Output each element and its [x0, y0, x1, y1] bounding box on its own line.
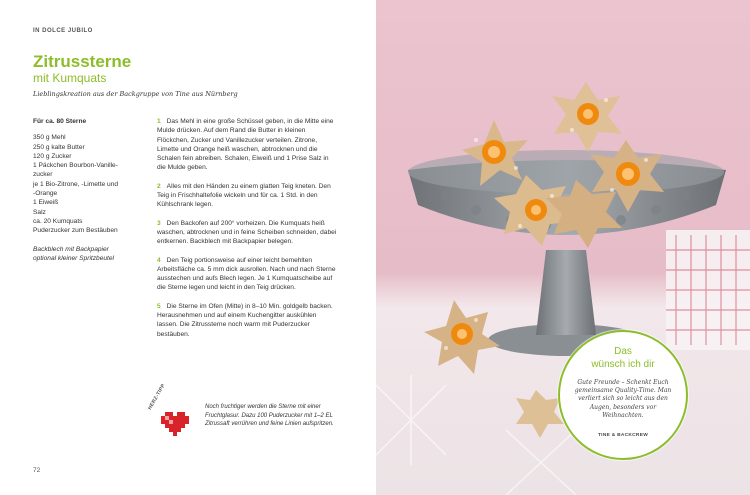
step-number: 1: [157, 118, 161, 125]
ingredient-line: je 1 Bio-Zitrone, -Limette und: [33, 180, 119, 188]
equipment-note: [33, 245, 143, 264]
equipment-line: Backblech mit Backpapier: [33, 245, 109, 253]
step-text: Den Backofen auf 200° vorheizen. Die Kumquats heiß waschen, abtrocknen und in feine Scheiben schneiden, dabei entkernen. Backblech mit Backpapier belegen.: [157, 219, 337, 246]
ingredient-line: 250 g kalte Butter: [33, 143, 85, 151]
ingredient-line: Salz: [33, 208, 46, 216]
pixel-heart-icon: [155, 404, 191, 440]
step-text: Das Mehl in eine große Schüssel geben, in die Mitte eine Mulde drücken. Auf dem Rand die Butter in kleinen Flöckchen, Zucker und Vanillezucker verteilen. Zitrone, Limette und Orange heiß waschen, abtrocknen und die Schalen fein abreiben. Schalen, Eiweiß und 1 Prise Salz in die Mulde geben.: [157, 118, 334, 172]
ingredients-heading: Für ca. 80 Sterne: [33, 118, 87, 125]
ingredient-line: -Orange: [33, 190, 58, 198]
callout-signature: TINE & BACKCREW: [597, 433, 649, 438]
equipment-line: optional kleiner Spritzbeutel: [33, 254, 115, 262]
ingredient-line: zucker: [33, 171, 53, 179]
callout-quote: Gute Freunde – Schenkt Euch gemeinsame Quality-Time. Man verliert sich so leicht aus den Augen, besonders vor Weihnachten.: [574, 379, 672, 419]
method-step: [157, 256, 339, 293]
step-number: 5: [157, 302, 161, 310]
step-text: Alles mit den Händen zu einem glatten Teig kneten. Den Teig in Frischhaltefolie wickeln und für ca. 1 Std. in den Kühlschrank legen.: [157, 182, 331, 209]
recipe-subtitle: mit Kumquats: [33, 71, 107, 85]
wish-callout: [558, 330, 688, 460]
recipe-title: Zitrussterne: [33, 52, 132, 71]
recipe-tagline: Lieblingskreation aus der Backgruppe von Tine aus Nürnberg: [33, 90, 238, 98]
step-number: 2: [157, 182, 161, 190]
tip-label: HERZ-TIPP: [147, 382, 167, 411]
ingredient-line: Puderzucker zum Bestäuben: [33, 227, 118, 235]
step-text: Den Teig portionsweise auf einer leicht bemehlten Arbeitsfläche ca. 5 mm dick ausrollen. Nach und nach Sterne ausstechen und aufs Blech legen. Je 1 Kumquatscheibe auf die Sterne legen und leicht in den Teig drücken.: [157, 256, 336, 292]
callout-line2: wünsch ich dir: [591, 359, 655, 370]
callout-line1: Das: [614, 346, 632, 357]
method-steps: [157, 117, 339, 348]
ingredients-list: [33, 117, 143, 263]
ingredient-line: ca. 20 Kumquats: [33, 217, 83, 225]
step-text: Die Sterne im Ofen (Mitte) in 8–10 Min. goldgelb backen. Herausnehmen und auf einem Kuchengitter auskühlen lassen. Die Zitrussterne noch warm mit Puderzucker bestäuben.: [157, 302, 333, 338]
section-kicker: IN DOLCE JUBILO: [33, 28, 93, 34]
ingredient-line: 120 g Zucker: [33, 152, 72, 160]
page-number: 72: [33, 467, 41, 474]
heart-tip: [147, 382, 345, 438]
method-step: [157, 219, 339, 247]
ingredient-line: 1 Päckchen Bourbon-Vanille-: [33, 162, 118, 170]
method-step: [157, 117, 339, 173]
ingredient-line: 1 Eiweiß: [33, 199, 59, 207]
ingredient-line: 350 g Mehl: [33, 134, 66, 142]
step-number: 3: [157, 219, 161, 227]
tip-text: Noch fruchtiger werden die Sterne mit einer Fruchtglasur. Dazu 100 Puderzucker mit 1–2 EL Zitrussaft verrühren und feine Linien aufspritzen.: [205, 404, 334, 428]
step-number: 4: [157, 256, 161, 264]
method-step: [157, 182, 339, 210]
method-step: [157, 302, 339, 339]
